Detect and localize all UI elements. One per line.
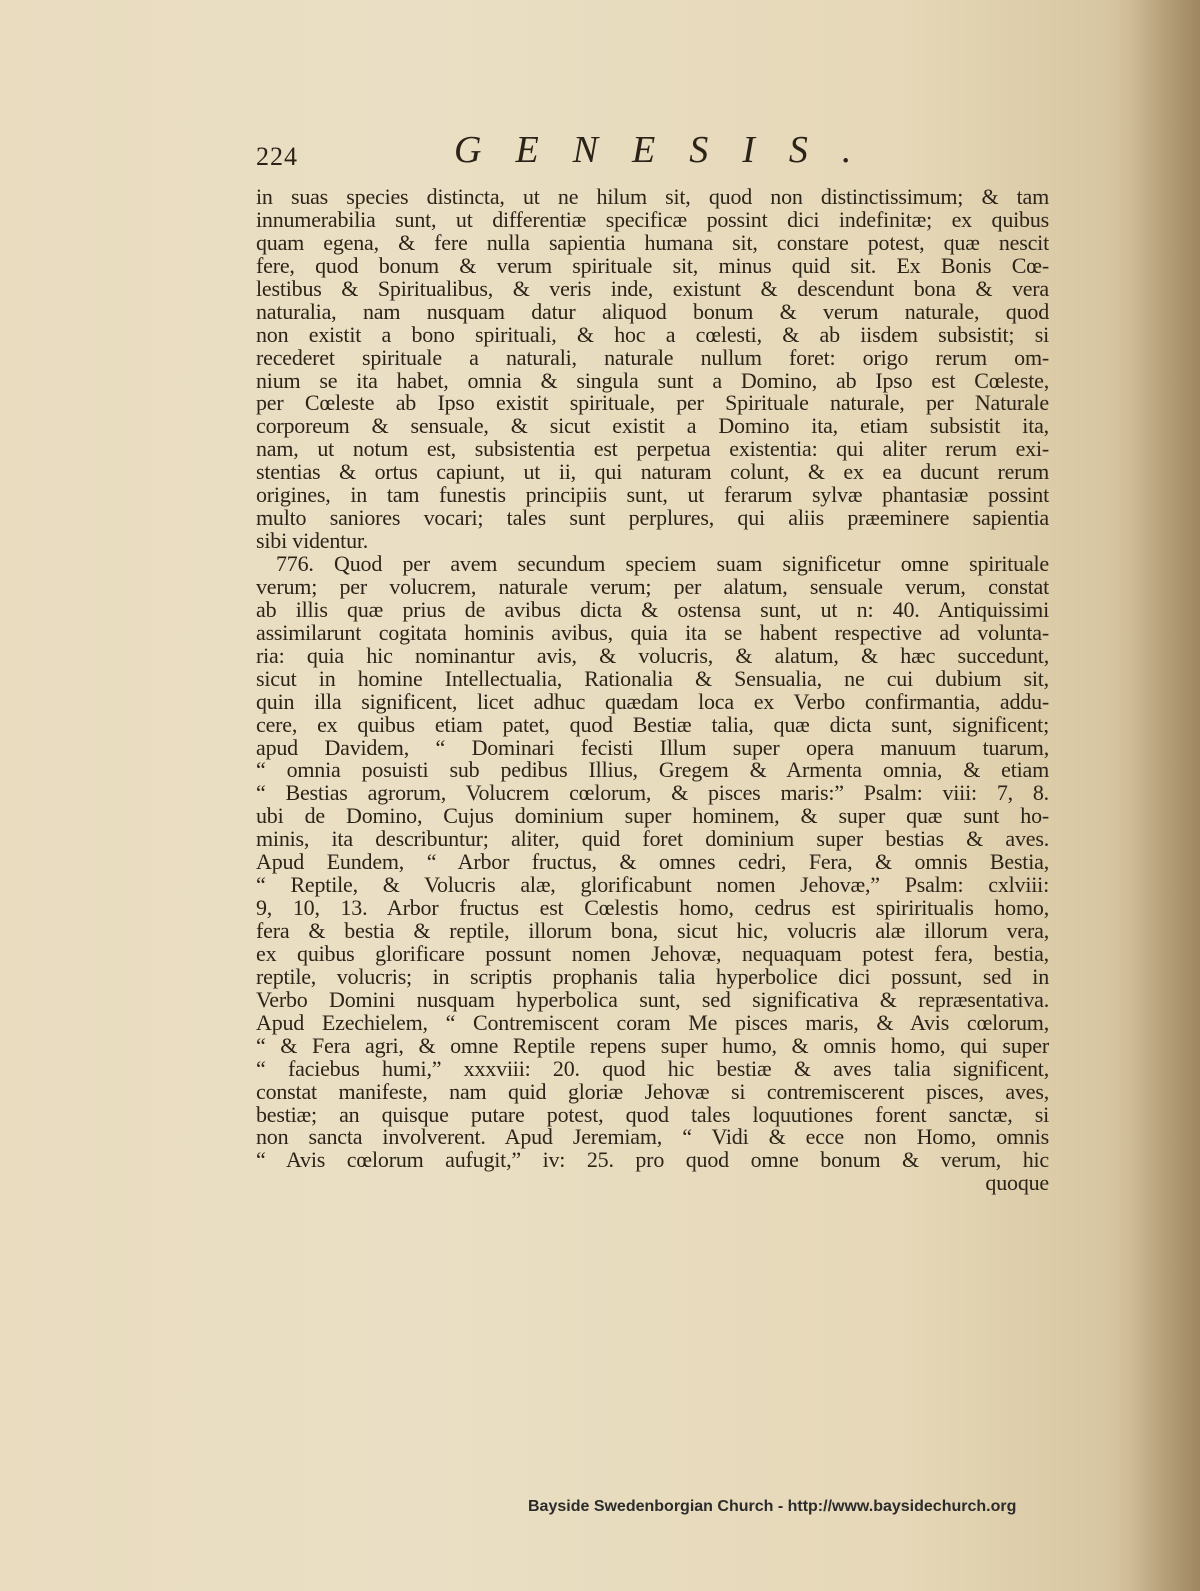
text-line: sicut in homine Intellectualia, Rationalia & Sensualia, ne cui dubium sit, <box>256 665 1049 691</box>
text-line: “ Avis cœlorum aufugit,” iv: 25. pro quod omne bonum & verum, hic <box>256 1147 1049 1173</box>
text-line: 9, 10, 13. Arbor fructus est Cœlestis homo, cedrus est spiriritualis homo, <box>256 895 1049 921</box>
catchword: quoque <box>985 1170 1049 1196</box>
text-line: constat manifeste, nam quid gloriæ Jehovæ si contremiscerent pisces, aves, <box>256 1078 1049 1104</box>
text-line: quin illa significent, licet adhuc quædam loca ex Verbo confirmantia, addu- <box>256 688 1049 714</box>
text-line: naturalia, nam nusquam datur aliquod bonum & verum naturale, quod <box>256 298 1049 324</box>
text-line: per Cœleste ab Ipso existit spirituale, per Spirituale naturale, per Naturale <box>256 390 1049 416</box>
page-number: 224 <box>256 142 298 171</box>
text-line: minis, ita describuntur; aliter, quid foret dominium super bestias & aves. <box>256 826 1049 852</box>
text-line: “ omnia posuisti sub pedibus Illius, Gregem & Armenta omnia, & etiam <box>256 757 1049 783</box>
text-line: “ faciebus humi,” xxxviii: 20. quod hic bestiæ & aves talia significent, <box>256 1055 1049 1081</box>
text-line: in suas species distincta, ut ne hilum sit, quod non distinctissimum; & tam <box>256 184 1049 209</box>
text-line: Apud Ezechielem, “ Contremiscent coram Me pisces maris, & Avis cœlorum, <box>256 1009 1049 1035</box>
text-line: “ & Fera agri, & omne Reptile repens super humo, & omnis homo, qui super <box>256 1032 1049 1058</box>
text-line: nam, ut notum est, subsistentia est perpetua existentia: qui aliter rerum exi- <box>256 436 1049 462</box>
text-line: fere, quod bonum & verum spirituale sit, minus quid sit. Ex Bonis Cœ- <box>256 252 1049 278</box>
text-line: cere, ex quibus etiam patet, quod Bestiæ talia, quæ dicta sunt, significent; <box>256 711 1049 737</box>
text-line: non existit a bono spirituali, & hoc a cœlesti, & ab iisdem subsistit; si <box>256 321 1049 347</box>
text-line: innumerabilia sunt, ut differentiæ specificæ possint dici indefinitæ; ex quibus <box>256 206 1049 232</box>
body-text <box>256 186 1049 1195</box>
text-line: lestibus & Spiritualibus, & veris inde, existunt & descendunt bona & vera <box>256 275 1049 301</box>
text-line: bestiæ; an quisque putare potest, quod tales loquutiones forent sanctæ, si <box>256 1101 1049 1127</box>
text-line: ex quibus glorificare possunt nomen Jehovæ, nequaquam potest fera, bestia, <box>256 940 1049 966</box>
text-line: reptile, volucris; in scriptis prophanis talia hyperbolice dici possunt, sed in <box>256 963 1049 989</box>
text-line: nium se ita habet, omnia & singula sunt a Domino, ab Ipso est Cœleste, <box>256 367 1049 393</box>
paragraph-end-line: sibi videntur. <box>256 528 369 554</box>
text-line: Verbo Domini nusquam hyperbolica sunt, sed significativa & repræsentativa. <box>256 986 1049 1012</box>
text-line: fera & bestia & reptile, illorum bona, sicut hic, volucris alæ illorum vera, <box>256 918 1049 943</box>
text-line: apud Davidem, “ Dominari fecisti Illum super opera manuum tuarum, <box>256 734 1049 760</box>
text-line: Apud Eundem, “ Arbor fructus, & omnes cedri, Fera, & omnis Bestia, <box>256 849 1049 875</box>
paragraph-776-start: 776. Quod per avem secundum speciem suam significetur omne spirituale <box>276 551 1049 576</box>
text-line: recederet spirituale a naturali, naturale nullum foret: origo rerum om- <box>256 344 1049 370</box>
text-line: corporeum & sensuale, & sicut existit a Domino ita, etiam subsistit ita, <box>256 413 1049 439</box>
text-line: assimilarunt cogitata hominis avibus, quia ita se habent respective ad volunta- <box>256 619 1049 645</box>
text-line: ubi de Domino, Cujus dominium super hominem, & super quæ sunt ho- <box>256 803 1049 829</box>
text-line: “ Bestias agrorum, Volucrem cœlorum, & pisces maris:” Psalm: viii: 7, 8. <box>256 780 1049 806</box>
text-line: non sancta involverent. Apud Jeremiam, “ Vidi & ecce non Homo, omnis <box>256 1124 1049 1150</box>
text-line: verum; per volucrem, naturale verum; per alatum, sensuale verum, constat <box>256 573 1049 599</box>
running-head <box>256 128 886 176</box>
text-line: multo saniores vocari; tales sunt perplures, qui aliis præeminere sapientia <box>256 505 1049 531</box>
text-line: “ Reptile, & Volucris alæ, glorificabunt nomen Jehovæ,” Psalm: cxlviii: <box>256 872 1049 898</box>
text-line: origines, in tam funestis principiis sunt, ut ferarum sylvæ phantasiæ possint <box>256 482 1049 508</box>
text-line: stentias & ortus capiunt, ut ii, qui naturam colunt, & ex ea ducunt rerum <box>256 459 1049 485</box>
text-line: ab illis quæ prius de avibus dicta & ostensa sunt, ut n: 40. Antiquissimi <box>256 596 1049 622</box>
source-watermark: Bayside Swedenborgian Church - http://www.baysidechurch.org <box>528 1498 1017 1515</box>
text-line: ria: quia hic nominantur avis, & volucris, & alatum, & hæc succedunt, <box>256 642 1049 668</box>
book-title: GENESIS. <box>454 129 886 171</box>
text-line: quam egena, & fere nulla sapientia humana sit, constare potest, quæ nescit <box>256 229 1049 255</box>
